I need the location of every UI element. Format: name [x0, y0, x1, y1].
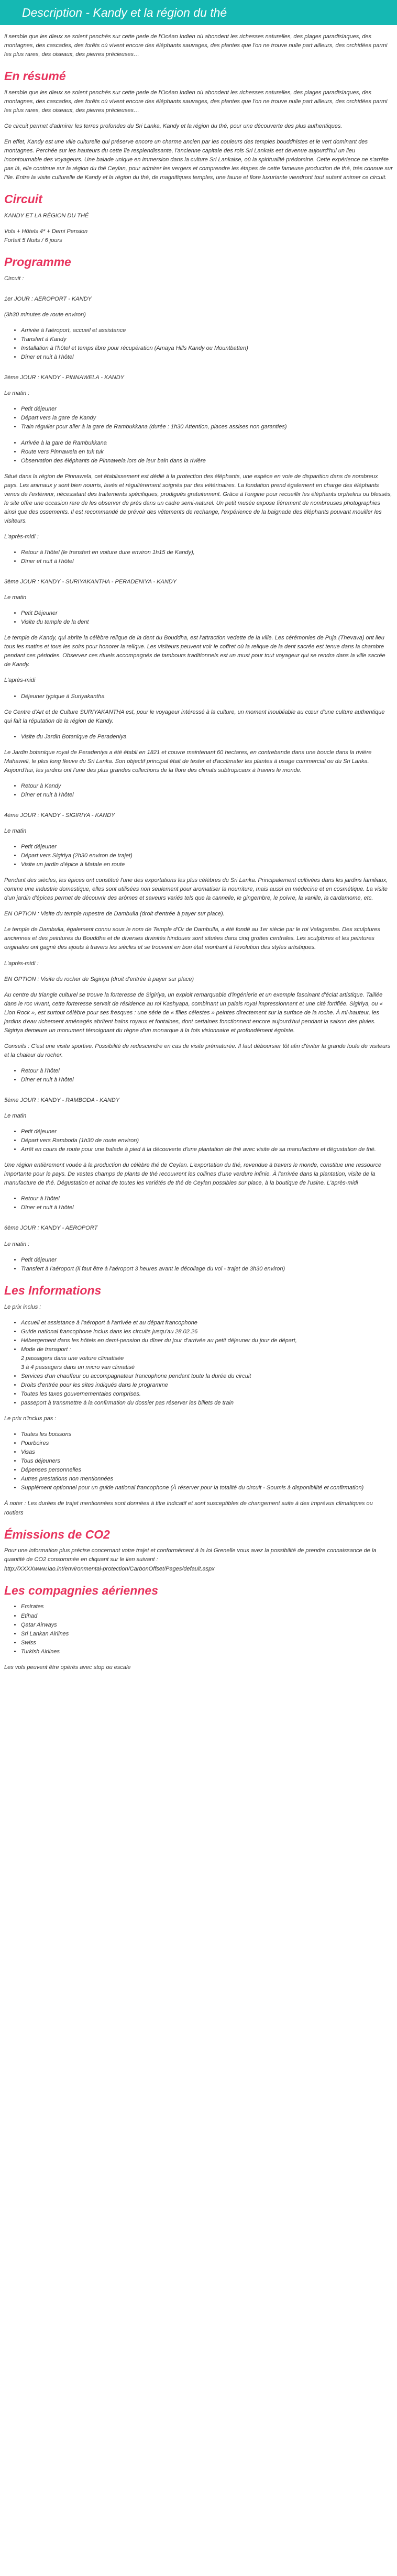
informations-note: À noter : Les durées de trajet mentionnées sont données à titre indicatif et sont susceptibles de changement suite à des imprévus climatiques ou routiers [4, 1500, 373, 1516]
day-matin: Le matin [4, 594, 27, 601]
list-item: • Supplément optionnel pour un guide national francophone (À réserver pour la totalité du circuit - Soumis à disponibilité et confirmation) [21, 1484, 393, 1492]
day-list [4, 326, 393, 362]
list-item: • Observation des éléphants de Pinnawela lors de leur bain dans la rivière [21, 457, 393, 466]
list-item: • Transfert à Kandy [21, 335, 393, 344]
day-paragraph: Situé dans la région de Pinnawela, cet établissement est dédié à la protection des éléphants, une espèce en voie de disparition dans de nombreux pays. Les animaux y sont bien nourris, lavés et régulièrement soignés par des vétérinaires. La fondation prend également en charge des éléphants venus de l'extérieur, nécessitant des traitements spécifiques, prodigués gratuitement. Grâce à l'origine pour recueillir les éléphants orphelins ou blessés, le site offre une occasion rare de les observer de près dans un cadre semi-naturel. Un petit musée expose fièrement de nombreuses photographies ainsi que des ossements. Il est recommandé de prévoir des vêtements de rechange, l'expérience de la baignade des éléphants pouvant mouiller les visiteurs. [4, 473, 392, 524]
day-list [4, 405, 393, 432]
day-apres: L'après-midi [4, 677, 36, 684]
list-item: • Autres prestations non mentionnées [21, 1475, 393, 1484]
list-item: • Toutes les boissons [21, 1430, 393, 1439]
intro-paragraph: Il semble que les dieux se soient penchés sur cette perle de l'Océan Indien où abondent les richesses naturelles, des plages paradisiaques, des montagnes, des cascades, des forêts où vivent encore des éléphants sauvages, des plantes que l'on ne trouve nulle part ailleurs, des orchidées parmi les plus rares, des oiseaux, des pierres précieuses… [4, 33, 388, 58]
list-item: • Route vers Pinnawela en tuk tuk [21, 448, 393, 457]
airlines-footer: Les vols peuvent être opérés avec stop ou escale [4, 1664, 131, 1671]
list-item: • passeport à transmettre à la confirmation du dossier pas réserver les billets de train [21, 1399, 393, 1408]
day-list [4, 782, 393, 800]
list-item: • Arrêt en cours de route pour une balade à pied à la découverte d'une plantation de thé avec visite de sa manufacture et dégustation de thé. [21, 1145, 393, 1154]
list-item: • Arrivée à l'aéroport, accueil et assistance [21, 326, 393, 335]
day-list [4, 1256, 393, 1274]
list-item: • Arrivée à la gare de Rambukkana [21, 439, 393, 448]
list-item: • Visite un jardin d'épice à Matale en route [21, 860, 393, 869]
day-matin: Le matin : [4, 1241, 30, 1247]
list-item: • Accueil et assistance à l'aéroport à l'arrivée et au départ francophone [21, 1319, 393, 1328]
list-item: • Hébergement dans les hôtels en demi-pension du dîner du jour d'arrivée au petit déjeuner du jour de départ, [21, 1336, 393, 1345]
list-item: • Dîner et nuit à l'hôtel [21, 353, 393, 362]
day-list [4, 609, 393, 627]
day-paragraph: Une région entièrement vouée à la production du célèbre thé de Ceylan. L'exportation du thé, revendue à travers le monde, constitue une ressource importante pour le pays. De vastes champs de plants de thé recouvrent les collines d'une verdure infinie. À l'arrivée dans la plantation, visite de la manufacture de thé. Dégustation et achat de toutes les variétés de thé de Ceylan possibles sur place, à la boutique de l'usine. L'après-midi [4, 1162, 381, 1187]
co2-paragraph [4, 1546, 393, 1573]
day-paragraph: Le Jardin botanique royal de Peradeniya a été établi en 1821 et couvre maintenant 60 hectares, en contrebande dans une boucle dans la rivière Mahaweli, le plus long fleuve du Sri Lanka. Son objectif principal était de tester et d'acclimater les plantes à usage commercial ou du Sri Lanka. Aujourd'hui, les jardins ont l'une des plus grandes collections de la flore des climats subtropicaux à travers le monde. [4, 749, 372, 773]
day-paragraph: Le temple de Dambulla, également connu sous le nom de Temple d'Or de Dambulla, a été fondé au 1er siècle par le roi Valagamba. Des sculptures anciennes et des peintures du Bouddha et de diverses divinités hindoues sont situées dans cinq grottes centrales. Les sculptures et les peintures originales ont gagné des ajouts à travers les siècles et se trouvent en bon état montrant à l'évolution des styles artistiques. [4, 926, 380, 951]
day-paragraph: Pendant des siècles, les épices ont constitué l'une des exportations les plus célèbres du Sri Lanka. Principalement cultivées dans les jardins familiaux, comme une industrie domestique, elles sont utilisées non seulement pour aromatiser la nourriture, mais aussi en médecine et en cosmétique. La visite d'un jardin d'épices permet de découvrir des arômes et saveurs variés tels que la cannelle, le gingembre, le poivre, la vanille, la cardamome, etc. [4, 877, 388, 902]
list-item: • Emirates [21, 1602, 393, 1611]
list-item: • Dépenses personnelles [21, 1466, 393, 1475]
day-list [4, 733, 393, 742]
transport-label: Mode de transport : [21, 1346, 71, 1353]
list-item: • Retour à Kandy [21, 782, 393, 791]
list-item: • Visite du Jardin Botanique de Peradeniya [21, 733, 393, 742]
day-list [4, 548, 393, 566]
day-option: EN OPTION : Visite du temple rupestre de Dambulla (droit d'entrée à payer sur place). [4, 911, 225, 917]
co2-link[interactable]: http://XXXXwww.iao.int/environmental-protection/CarbonOffset/Pages/default.aspx [4, 1565, 215, 1572]
day-matin: Le matin : [4, 390, 30, 397]
day-paragraph: Au centre du triangle culturel se trouve la forteresse de Sigiriya, un exploit remarquable d'ingénierie et un exemple fascinant d'éclat artistique. Taillée dans le roc vivant, cette forteresse servait de résidence au roi Kashyapa, combinant un palais royal impressionnant et une cité fortifiée. Sigiriya, ou « Lion Rock », est surtout célèbre pour ses fresques : une série de « filles célestes » peintes directement sur la surface de la roche. À mi-hauteur, les jardins d'eau richement aménagés abritent bains royaux et fontaines, dont certaines fonctionnent encore aujourd'hui pendant la saison des pluies. Sigiriya demeure un monument témoignant du règne d'un monarque à la fois visionnaire et profondément égoïste. [4, 991, 383, 1034]
list-item: • Déjeuner typique à Suriyakantha [21, 692, 393, 701]
list-item: • Tous déjeuners [21, 1457, 393, 1466]
day-5 [4, 1096, 393, 1212]
list-item: • Dîner et nuit à l'hôtel [21, 791, 393, 800]
resume-paragraph-2: Ce circuit permet d'admirer les terres profondes du Sri Lanka, Kandy et la région du thé, pour une découverte des plus authentiques. [4, 123, 343, 129]
list-item: • Services d'un chauffeur ou accompagnateur francophone pendant toute la durée du circuit [21, 1372, 393, 1381]
resume-paragraph-3: En effet, Kandy est une ville culturelle qui préserve encore un charme ancien par les couleurs des temples bouddhistes et le vert dominant des montagnes. Perchée sur les hauteurs du cette île resplendissante, l'ancienne capitale des rois Sri Lankais est devenue aujourd'hui un lieu incontournable des voyageurs. Une balade unique en immersion dans la culture Sri Lankaise, où la spiritualité prédomine. Cette expérience ne s'arrête pas là, elle continue sur la région du thé Ceylan, pour admirer les vergers et comprendre les étapes de cette fameuse production de thé, très connue sur l'île. Entre la visite culturelle de Kandy et la région du thé, de magnifiques temples, une faune et flore luxuriante viendront tout autant animer ce circuit. [4, 138, 393, 181]
day-option: EN OPTION : Visite du rocher de Sigiriya (droit d'entrée à payer sur place) [4, 976, 194, 982]
circuit-name: KANDY ET LA RÉGION DU THÉ [4, 212, 89, 219]
co2-text: Pour une information plus précise concernant votre trajet et conformément à la loi Grenelle vous avez la possibilité de prendre connaissance de la quantité de CO2 consommée en cliquant sur le lien suivant : [4, 1547, 377, 1563]
day-matin: Le matin [4, 1113, 27, 1120]
list-item: • Train régulier pour aller à la gare de Rambukkana (durée : 1h30 Attention, places assises non garanties) [21, 423, 393, 432]
list-item: • Swiss [21, 1639, 393, 1648]
list-item: • Retour à l'hôtel (le transfert en voiture dure environ 1h15 de Kandy), [21, 548, 393, 557]
day-list [4, 439, 393, 466]
list-item: • Retour à l'hôtel [21, 1067, 393, 1076]
section-title-circuit: Circuit [4, 192, 42, 206]
resume-paragraph-1: Il semble que les dieux se soient penchés sur cette perle de l'Océan Indien où abondent les richesses naturelles, des plages paradisiaques, des montagnes, des cascades, des forêts où vivent encore des éléphants sauvages, des plantes que l'on ne trouve nulle part ailleurs, des orchidées parmi les plus rares, des oiseaux, des pierres précieuses… [4, 89, 388, 114]
list-item: • Transfert à l'aéroport (Il faut être à l'aéroport 3 heures avant le décollage du vol - trajet de 3h30 environ) [21, 1265, 393, 1274]
list-item [21, 1345, 393, 1372]
day-list [4, 692, 393, 701]
list-item: • Petit déjeuner [21, 843, 393, 852]
transport-option: 3 à 4 passagers dans un micro van climatisé [21, 1364, 135, 1370]
day-heading: 6ème JOUR : KANDY - AEROPORT [4, 1225, 98, 1232]
day-paragraph: Le temple de Kandy, qui abrite la célèbre relique de la dent du Bouddha, est l'attraction vedette de la ville. Les cérémonies de Puja (Thevava) ont lieu tous les matins et tous les soirs pour honorer la relique. Les visiteurs peuvent voir le coffret où la relique de la dent sacrée est tenue dans la chambre pendant ces périodes. Observez ces rituels accompagnés de tambours traditionnels est un must pour tout voyageur qui se rendra dans la ville sacrée de Kandy. [4, 635, 385, 668]
list-item: • Visite du temple de la dent [21, 618, 393, 627]
day-matin: Le matin [4, 827, 27, 834]
day-paragraph: Ce Centre d'Art et de Culture SURIYAKANTHA est, pour le voyageur intéressé à la culture, un moment inoubliable au cœur d'une culture authentique qui fait la réputation de la région de Kandy. [4, 709, 385, 724]
day-note: (3h30 minutes de route environ) [4, 312, 86, 318]
day-heading: 3ème JOUR : KANDY - SURIYAKANTHA - PERADENIYA - KANDY [4, 579, 177, 585]
page-banner: Description - Kandy et la région du thé [0, 0, 397, 25]
day-list [4, 1195, 393, 1212]
list-item: • Petit Déjeuner [21, 609, 393, 618]
airlines-list [4, 1602, 393, 1656]
section-title-programme: Programme [4, 255, 71, 269]
day-heading: 2ème JOUR : KANDY - PINNAWELA - KANDY [4, 374, 125, 381]
list-item: • Droits d'entrée pour les sites indiqués dans le programme [21, 1381, 393, 1390]
day-heading: 4ème JOUR : KANDY - SIGIRIYA - KANDY [4, 812, 115, 819]
day-list [4, 843, 393, 869]
day-list [4, 1067, 393, 1085]
list-item: • Départ vers la gare de Kandy [21, 414, 393, 423]
day-apres: L'après-midi : [4, 960, 39, 967]
price-excludes-label: Le prix n'inclus pas : [4, 1416, 57, 1422]
transport-option: 2 passagers dans une voiture climatisée [21, 1355, 124, 1362]
day-heading: 5ème JOUR : KANDY - RAMBODA - KANDY [4, 1097, 120, 1104]
day-heading: 1er JOUR : AEROPORT - KANDY [4, 296, 92, 303]
circuit-details: Vols + Hôtels 4* + Demi Pension [4, 228, 88, 235]
day-2 [4, 373, 393, 566]
list-item: • Dîner et nuit à l'hôtel [21, 557, 393, 566]
day-3 [4, 578, 393, 800]
price-excludes-list [4, 1430, 393, 1492]
section-title-compagnies: Les compagnies aériennes [4, 1583, 159, 1597]
list-item: • Visas [21, 1448, 393, 1457]
list-item: • Toutes les taxes gouvernementales comprises. [21, 1390, 393, 1399]
circuit-forfait: Forfait 5 Nuits / 6 jours [4, 237, 62, 244]
main-content [0, 32, 397, 1672]
list-item: • Départ vers Sigiriya (2h30 environ de trajet) [21, 852, 393, 860]
list-item: • Dîner et nuit à l'hôtel [21, 1203, 393, 1212]
day-apres: L'après-midi : [4, 533, 39, 540]
list-item: • Pourboires [21, 1439, 393, 1448]
list-item: • Qatar Airways [21, 1621, 393, 1630]
list-item: • Petit déjeuner [21, 1256, 393, 1265]
list-item: • Sri Lankan Airlines [21, 1630, 393, 1639]
list-item: • Retour à l'hôtel [21, 1195, 393, 1203]
day-list [4, 1127, 393, 1154]
list-item: • Guide national francophone inclus dans les circuits jusqu'au 28.02.26 [21, 1328, 393, 1336]
section-title-co2: Émissions de CO2 [4, 1527, 110, 1541]
list-item: • Dîner et nuit à l'hôtel [21, 1076, 393, 1085]
list-item: • Petit déjeuner [21, 405, 393, 414]
list-item: • Départ vers Ramboda (1h30 de route environ) [21, 1136, 393, 1145]
price-includes-label: Le prix inclus : [4, 1303, 41, 1310]
day-6 [4, 1224, 393, 1273]
list-item: • Turkish Airlines [21, 1648, 393, 1656]
programme-label: Circuit : [4, 275, 24, 282]
day-conseil: Conseils : C'est une visite sportive. Possibilité de redescendre en cas de visite prématurée. Il faut déboursier tôt afin d'éviter la grande foule de visiteurs et la chaleur du rocher. [4, 1043, 391, 1058]
section-title-resume: En résumé [4, 69, 66, 83]
price-includes-list [4, 1319, 393, 1408]
day-1 [4, 295, 393, 362]
section-title-informations: Les Informations [4, 1283, 102, 1297]
list-item: • Installation à l'hôtel et temps libre pour récupération (Amaya Hills Kandy ou Mountbatten) [21, 344, 393, 353]
list-item: • Etihad [21, 1612, 393, 1621]
list-item: • Petit déjeuner [21, 1127, 393, 1136]
day-4 [4, 811, 393, 1085]
